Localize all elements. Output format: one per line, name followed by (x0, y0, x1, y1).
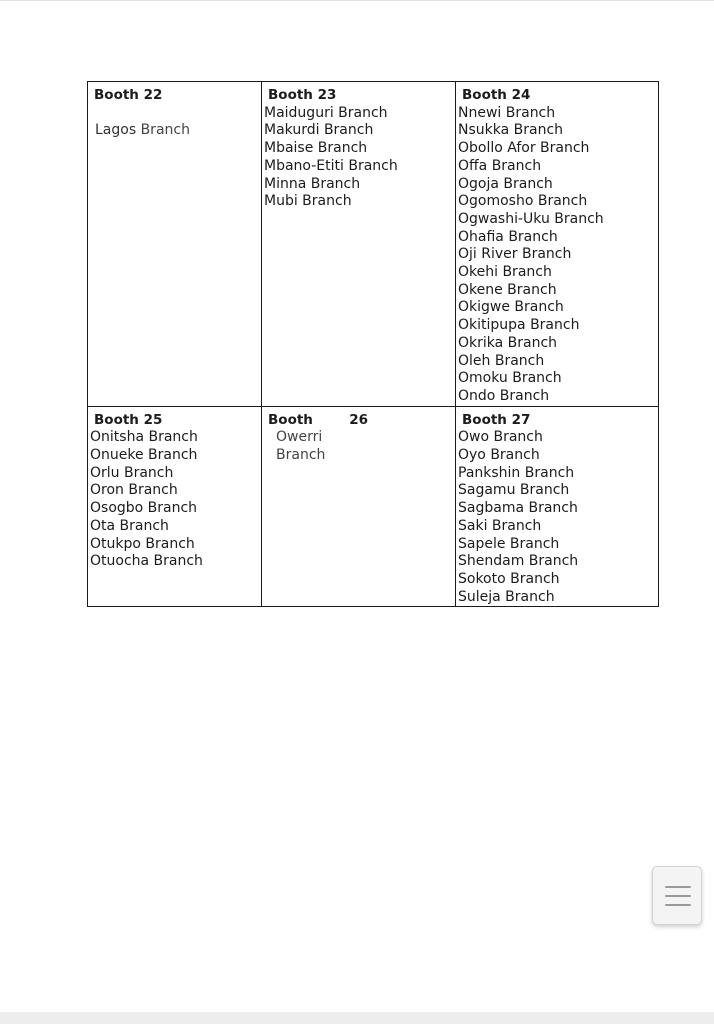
branch-list-item: Oji River Branch (458, 246, 572, 263)
branch-list-item: Ogwashi-Uku Branch (458, 210, 604, 227)
branch-list-item: Nsukka Branch (458, 122, 564, 139)
table-row (88, 406, 659, 607)
booth-23-title: Booth 23 (268, 87, 337, 103)
branch-list-item: Otuocha Branch (90, 553, 203, 570)
booth-25-cell (88, 406, 262, 607)
branch-list-item: Sapele Branch (458, 535, 560, 552)
booth-25-title: Booth 25 (94, 411, 163, 428)
branch-word: Branch (140, 121, 190, 138)
branch-list-item: Oron Branch (90, 482, 178, 499)
booth-26-title-number: 26 (349, 411, 368, 428)
branch-list-item: Ohafia Branch (458, 228, 558, 245)
booth-24-cell (456, 82, 659, 407)
menu-button[interactable] (652, 866, 702, 925)
booth-table (87, 81, 659, 607)
branch-list-item: Osogbo Branch (90, 500, 198, 517)
booth-22-title: Booth 22 (94, 87, 163, 103)
branch-list-item: Ogomosho Branch (458, 193, 588, 210)
branch-name: Lagos (95, 121, 137, 138)
booth-23-branch-list (264, 105, 453, 211)
booth-27-title: Booth 27 (462, 411, 531, 428)
branch-list-item: Okigwe Branch (458, 299, 564, 316)
branch-list-item: Okrika Branch (458, 334, 558, 351)
branch-list-item: Shendam Branch (458, 553, 579, 570)
branch-list-item: Nnewi Branch (458, 104, 556, 121)
branch-list-item: Onitsha Branch (90, 429, 198, 446)
booth-27-branch-list (458, 429, 656, 606)
booth-26-cell (262, 406, 456, 607)
booth-27-cell (456, 406, 659, 607)
branch-list-item: Ogoja Branch (458, 175, 553, 192)
branch-list-item: Okehi Branch (458, 264, 552, 281)
branch-list-item: Mbaise Branch (264, 140, 368, 157)
branch-list-item: Offa Branch (458, 157, 542, 174)
branch-list-item: Obollo Afor Branch (458, 140, 590, 157)
branch-list-item: Okene Branch (458, 281, 557, 298)
booth-26-branch-line1: Owerri (276, 429, 323, 446)
branch-list-item: Maiduguri Branch (264, 104, 388, 121)
branch-list-item: Suleja Branch (458, 588, 555, 605)
booth-25-branch-list (90, 429, 259, 571)
branch-list-item: Owo Branch (458, 429, 543, 446)
branch-list-item: Ota Branch (90, 517, 169, 534)
branch-list-item: Oleh Branch (458, 352, 545, 369)
branch-list-item: Orlu Branch (90, 464, 174, 481)
table-row (88, 82, 659, 407)
branch-list-item: Omoku Branch (458, 370, 562, 387)
branch-list-item: Onueke Branch (90, 447, 198, 464)
booth-26-title-word: Booth (268, 411, 313, 428)
branch-list-item: Minna Branch (264, 175, 361, 192)
branch-list-item: Mbano-Etiti Branch (264, 157, 398, 174)
booth-24-title: Booth 24 (462, 87, 531, 103)
booth-26-branch-line2: Branch (276, 447, 326, 464)
booth-26-title (264, 412, 368, 430)
branch-list-item: Pankshin Branch (458, 464, 575, 481)
branch-list-item: Otukpo Branch (90, 535, 195, 552)
booth-24-branch-list (458, 105, 656, 406)
booth-22-branch (90, 122, 259, 140)
branch-list-item: Makurdi Branch (264, 122, 374, 139)
branch-list-item: Sokoto Branch (458, 570, 560, 587)
branch-list-item: Ondo Branch (458, 387, 550, 404)
branch-list-item: Mubi Branch (264, 193, 352, 210)
branch-list-item: Okitipupa Branch (458, 317, 580, 334)
branch-list-item: Sagamu Branch (458, 482, 570, 499)
branch-list-item: Sagbama Branch (458, 500, 578, 517)
booth-22-cell (88, 82, 262, 407)
branch-list-item: Oyo Branch (458, 447, 540, 464)
branch-list-item: Saki Branch (458, 517, 542, 534)
booth-23-cell (262, 82, 456, 407)
